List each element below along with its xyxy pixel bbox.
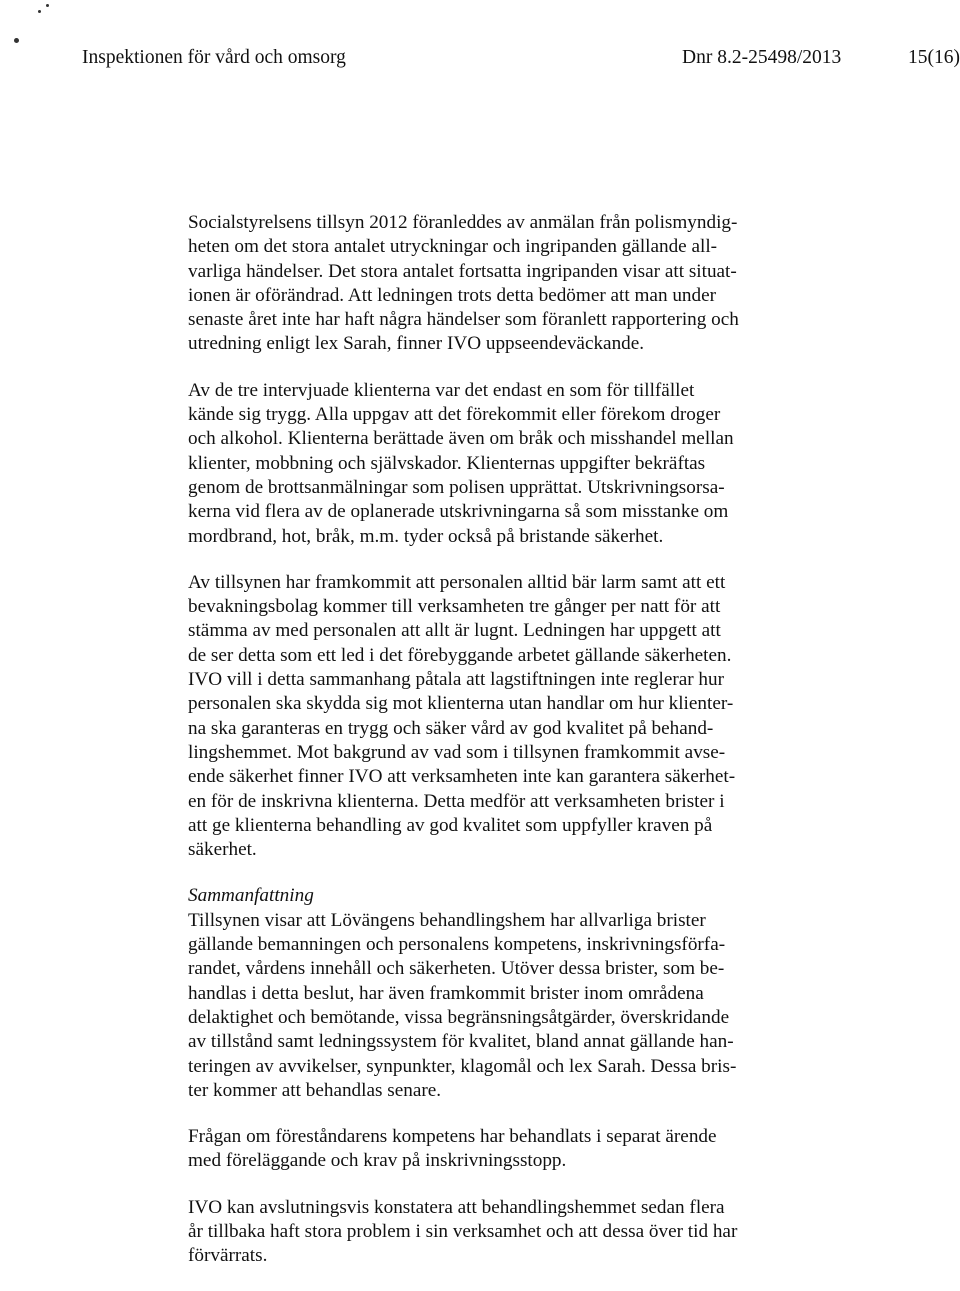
text-line: förvärrats.: [188, 1245, 268, 1267]
text-line: na ska garanteras en trygg och säker vård av god kvalitet på behand-: [188, 717, 714, 739]
page-header: [82, 44, 960, 74]
text-line: varliga händelser. Det stora antalet fortsatta ingripanden visar att situat-: [188, 260, 737, 282]
paragraph: [188, 211, 788, 357]
text-line: senaste året inte har haft några händelser som föranlett rapportering och: [188, 309, 739, 331]
text-line: IVO vill i detta sammanhang påtala att lagstiftningen inte reglerar hur: [188, 669, 725, 691]
text-line: randet, vårdens innehåll och säkerheten. Utöver dessa brister, som be-: [188, 958, 725, 980]
text-line: kände sig trygg. Alla uppgav att det förekommit eller förekom droger: [188, 404, 721, 426]
paragraph: [188, 1196, 788, 1269]
text-line: att ge klienterna behandling av god kvalitet som uppfyller kraven på: [188, 814, 713, 836]
organization-name: Inspektionen för vård och omsorg: [82, 47, 346, 68]
text-line: ionen är oförändrad. Att ledningen trots detta bedömer att man under: [188, 284, 717, 306]
scan-speck: [14, 38, 19, 43]
text-line: en för de inskrivna klienterna. Detta medför att verksamheten brister i: [188, 790, 725, 812]
text-line: de ser detta som ett led i det förebyggande arbetet gällande säkerheten.: [188, 644, 732, 666]
text-line: Frågan om föreståndarens kompetens har behandlats i separat ärende: [188, 1126, 717, 1148]
text-line: handlas i detta beslut, har även framkommit brister inom områdena: [188, 982, 704, 1004]
paragraph: [188, 1125, 788, 1174]
text-line: lingshemmet. Mot bakgrund av vad som i tillsynen framkommit avse-: [188, 741, 726, 763]
text-line: av tillstånd samt ledningssystem för kvalitet, bland annat gällande han-: [188, 1031, 734, 1053]
text-line: klienter, mobbning och självskador. Klienternas uppgifter bekräftas: [188, 452, 706, 474]
text-line: Av de tre intervjuade klienterna var det endast en som för tillfället: [188, 379, 695, 401]
text-line: och alkohol. Klienterna berättade även om bråk och misshandel mellan: [188, 428, 734, 450]
document-body: [188, 211, 788, 1291]
text-line: Socialstyrelsens tillsyn 2012 föranleddes av anmälan från polismyndig-: [188, 212, 738, 233]
text-line: personalen ska skydda sig mot klienterna utan handlar om hur klienter-: [188, 693, 734, 715]
text-line: gällande bemanningen och personalens kompetens, inskrivningsförfa-: [188, 934, 726, 956]
text-line: år tillbaka haft stora problem i sin verksamhet och att dessa över tid har: [188, 1220, 738, 1242]
section-heading: Sammanfattning: [188, 885, 314, 907]
scan-speck: [46, 4, 49, 7]
scan-speck: [38, 10, 41, 13]
text-line: kerna vid flera av de oplanerade utskrivningarna så som misstanke om: [188, 501, 729, 523]
text-line: bevakningsbolag kommer till verksamheten tre gånger per natt för att: [188, 596, 721, 618]
text-line: med föreläggande och krav på inskrivningsstopp.: [188, 1150, 567, 1172]
case-number: Dnr 8.2-25498/2013: [682, 47, 842, 68]
paragraph: [188, 379, 788, 549]
text-line: utredning enligt lex Sarah, finner IVO uppseendeväckande.: [188, 333, 645, 355]
text-line: Tillsynen visar att Lövängens behandlingshem har allvarliga brister: [188, 909, 706, 931]
text-line: IVO kan avslutningsvis konstatera att behandlingshemmet sedan flera: [188, 1196, 725, 1218]
text-line: säkerhet.: [188, 839, 257, 861]
paragraph: [188, 571, 788, 863]
text-line: heten om det stora antalet utryckningar och ingripanden gällande all-: [188, 236, 718, 258]
text-line: Av tillsynen har framkommit att personalen alltid bär larm samt att ett: [188, 571, 726, 593]
text-line: ende säkerhet finner IVO att verksamheten inte kan garantera säkerhet-: [188, 766, 736, 788]
page-number: 15(16): [908, 47, 960, 68]
text-line: genom de brottsanmälningar som polisen upprättat. Utskrivningsorsa-: [188, 476, 725, 498]
text-line: mordbrand, hot, bråk, m.m. tyder också på bristande säkerhet.: [188, 525, 664, 547]
text-line: delaktighet och bemötande, vissa begränsningsåtgärder, överskridande: [188, 1006, 730, 1028]
text-line: ter kommer att behandlas senare.: [188, 1079, 442, 1101]
text-line: teringen av avvikelser, synpunkter, klagomål och lex Sarah. Dessa bris-: [188, 1055, 737, 1077]
text-line: stämma av med personalen att allt är lugnt. Ledningen har uppgett att: [188, 620, 721, 642]
paragraph: [188, 884, 788, 1103]
